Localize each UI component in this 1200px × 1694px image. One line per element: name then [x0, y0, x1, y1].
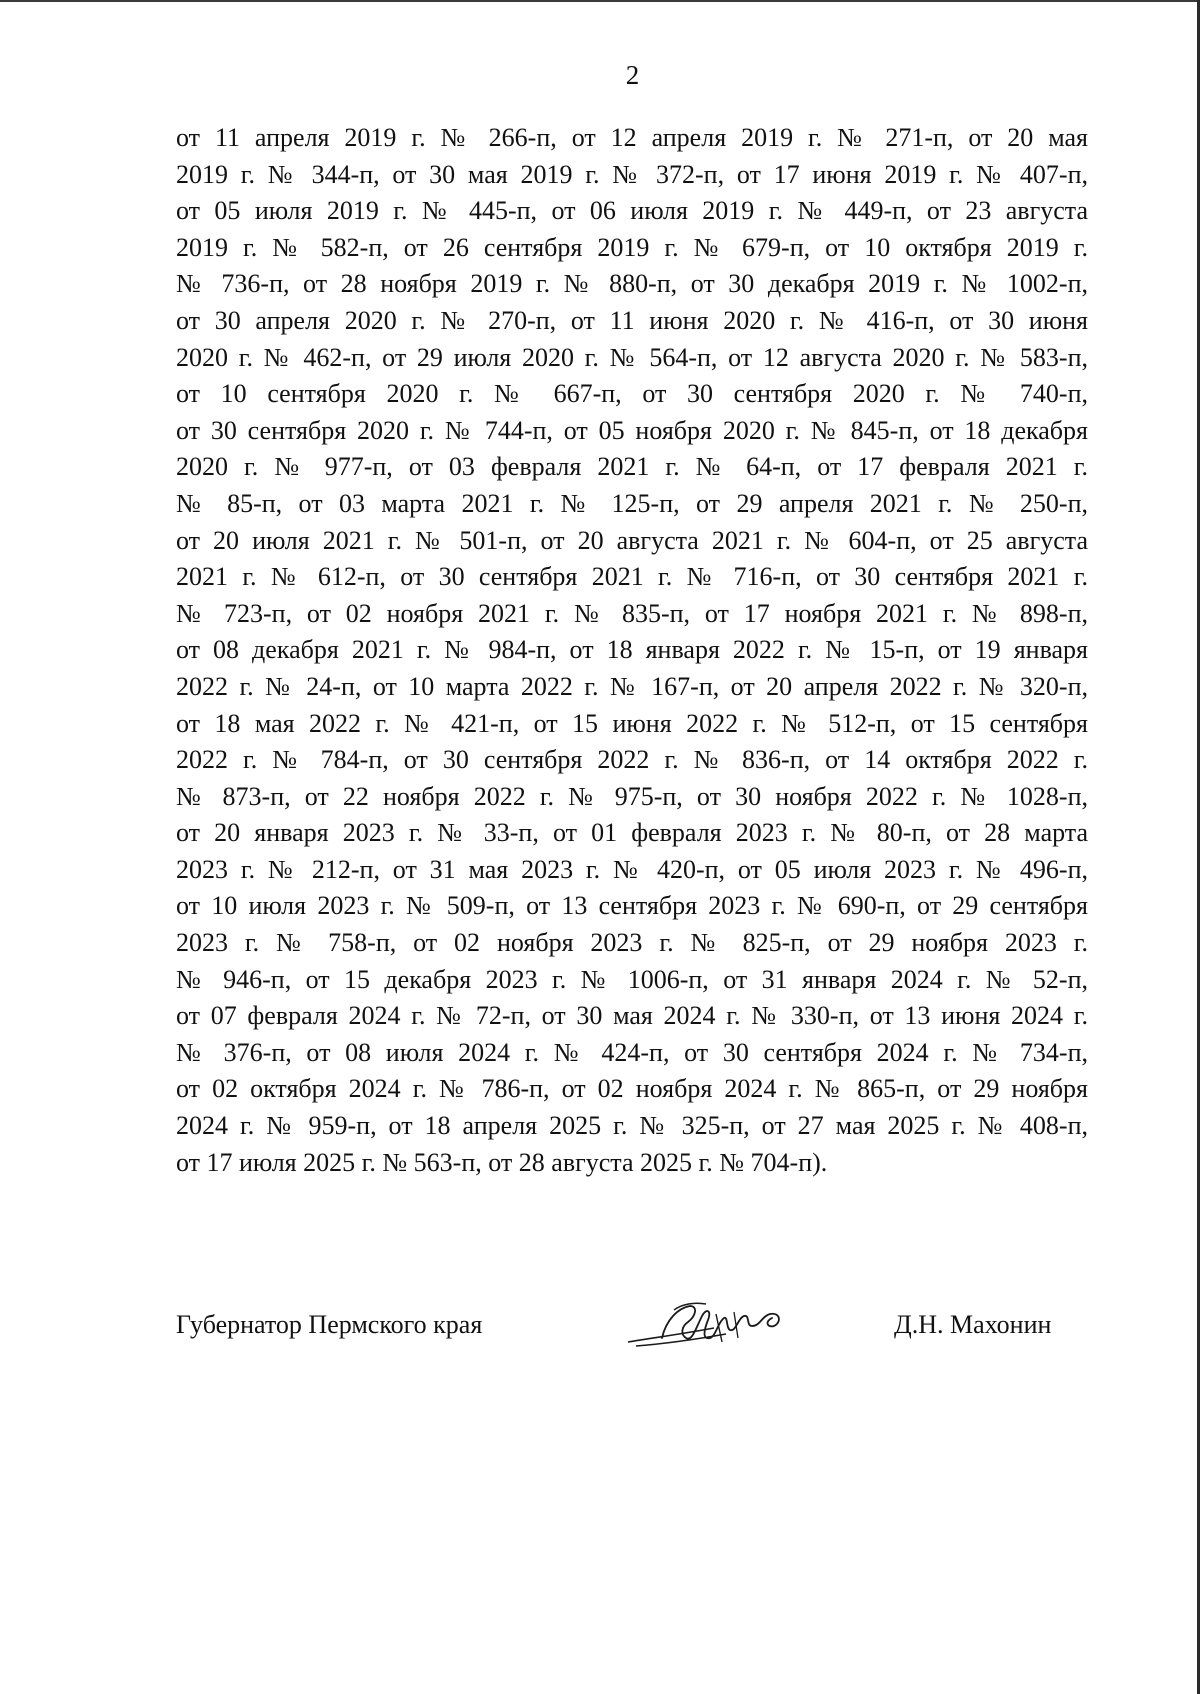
- body-text-line: 2022 г. № 24-п, от 10 марта 2022 г. № 167-п, от 20 апреля 2022 г. № 320-п,: [176, 671, 1088, 701]
- body-text-line: № 376-п, от 08 июля 2024 г. № 424-п, от 30 сентября 2024 г. № 734-п,: [176, 1037, 1088, 1067]
- body-text-line: № 946-п, от 15 декабря 2023 г. № 1006-п, от 31 января 2024 г. № 52-п,: [176, 964, 1088, 994]
- body-text-line: 2021 г. № 612-п, от 30 сентября 2021 г. № 716-п, от 30 сентября 2021 г.: [176, 562, 1088, 592]
- body-text-line: 2023 г. № 212-п, от 31 мая 2023 г. № 420-п, от 05 июля 2023 г. № 496-п,: [176, 854, 1088, 884]
- body-text-line: от 10 июля 2023 г. № 509-п, от 13 сентября 2023 г. № 690-п, от 29 сентября: [176, 891, 1088, 921]
- body-text-line: 2024 г. № 959-п, от 18 апреля 2025 г. № 325-п, от 27 мая 2025 г. № 408-п,: [176, 1111, 1088, 1141]
- body-text-line: от 11 апреля 2019 г. № 266-п, от 12 апреля 2019 г. № 271-п, от 20 мая: [176, 123, 1088, 152]
- body-text-line: от 17 июля 2025 г. № 563-п, от 28 августа 2025 г. № 704-п).: [176, 1147, 828, 1177]
- body-text-line: от 07 февраля 2024 г. № 72-п, от 30 мая 2024 г. № 330-п, от 13 июня 2024 г.: [176, 1001, 1088, 1031]
- body-text-line: от 10 сентября 2020 г. № 667-п, от 30 сентября 2020 г. № 740-п,: [176, 379, 1088, 409]
- body-text-line: 2020 г. № 977-п, от 03 февраля 2021 г. № 64-п, от 17 февраля 2021 г.: [176, 452, 1088, 482]
- body-text-line: № 736-п, от 28 ноября 2019 г. № 880-п, от 30 декабря 2019 г. № 1002-п,: [176, 269, 1088, 299]
- body-text-line: от 02 октября 2024 г. № 786-п, от 02 ноября 2024 г. № 865-п, от 29 ноября: [176, 1074, 1088, 1104]
- page-number: 2: [625, 60, 640, 90]
- body-text-line: 2020 г. № 462-п, от 29 июля 2020 г. № 564-п, от 12 августа 2020 г. № 583-п,: [176, 342, 1088, 372]
- body-text-line: № 85-п, от 03 марта 2021 г. № 125-п, от 29 апреля 2021 г. № 250-п,: [176, 488, 1088, 518]
- body-text-line: от 30 апреля 2020 г. № 270-п, от 11 июня 2020 г. № 416-п, от 30 июня: [176, 305, 1088, 335]
- signature-block: [176, 1298, 1066, 1358]
- body-text-line: 2023 г. № 758-п, от 02 ноября 2023 г. № 825-п, от 29 ноября 2023 г.: [176, 928, 1088, 958]
- body-text-line: от 30 сентября 2020 г. № 744-п, от 05 ноября 2020 г. № 845-п, от 18 декабря: [176, 415, 1088, 445]
- body-text-line: от 05 июля 2019 г. № 445-п, от 06 июля 2019 г. № 449-п, от 23 августа: [176, 196, 1088, 226]
- signatory-title: Губернатор Пермского края: [176, 1310, 483, 1339]
- body-text-line: 2022 г. № 784-п, от 30 сентября 2022 г. № 836-п, от 14 октября 2022 г.: [176, 745, 1088, 775]
- body-text-line: от 08 декабря 2021 г. № 984-п, от 18 января 2022 г. № 15-п, от 19 января: [176, 635, 1088, 665]
- body-text-line: от 18 мая 2022 г. № 421-п, от 15 июня 2022 г. № 512-п, от 15 сентября: [176, 708, 1088, 738]
- body-text-line: 2019 г. № 582-п, от 26 сентября 2019 г. № 679-п, от 10 октября 2019 г.: [176, 232, 1088, 262]
- body-text-line: от 20 июля 2021 г. № 501-п, от 20 августа 2021 г. № 604-п, от 25 августа: [176, 525, 1088, 555]
- body-text-line: № 873-п, от 22 ноября 2022 г. № 975-п, от 30 ноября 2022 г. № 1028-п,: [176, 781, 1088, 811]
- document-body-text: [176, 120, 1088, 1181]
- body-text-line: № 723-п, от 02 ноября 2021 г. № 835-п, от 17 ноября 2021 г. № 898-п,: [176, 598, 1088, 628]
- scan-top-edge: [0, 0, 1200, 2]
- signatory-name: Д.Н. Махонин: [894, 1310, 1052, 1339]
- handwritten-signature-icon: [622, 1298, 802, 1358]
- body-text-line: 2019 г. № 344-п, от 30 мая 2019 г. № 372-п, от 17 июня 2019 г. № 407-п,: [176, 159, 1088, 189]
- body-text-line: от 20 января 2023 г. № 33-п, от 01 февраля 2023 г. № 80-п, от 28 марта: [176, 818, 1088, 848]
